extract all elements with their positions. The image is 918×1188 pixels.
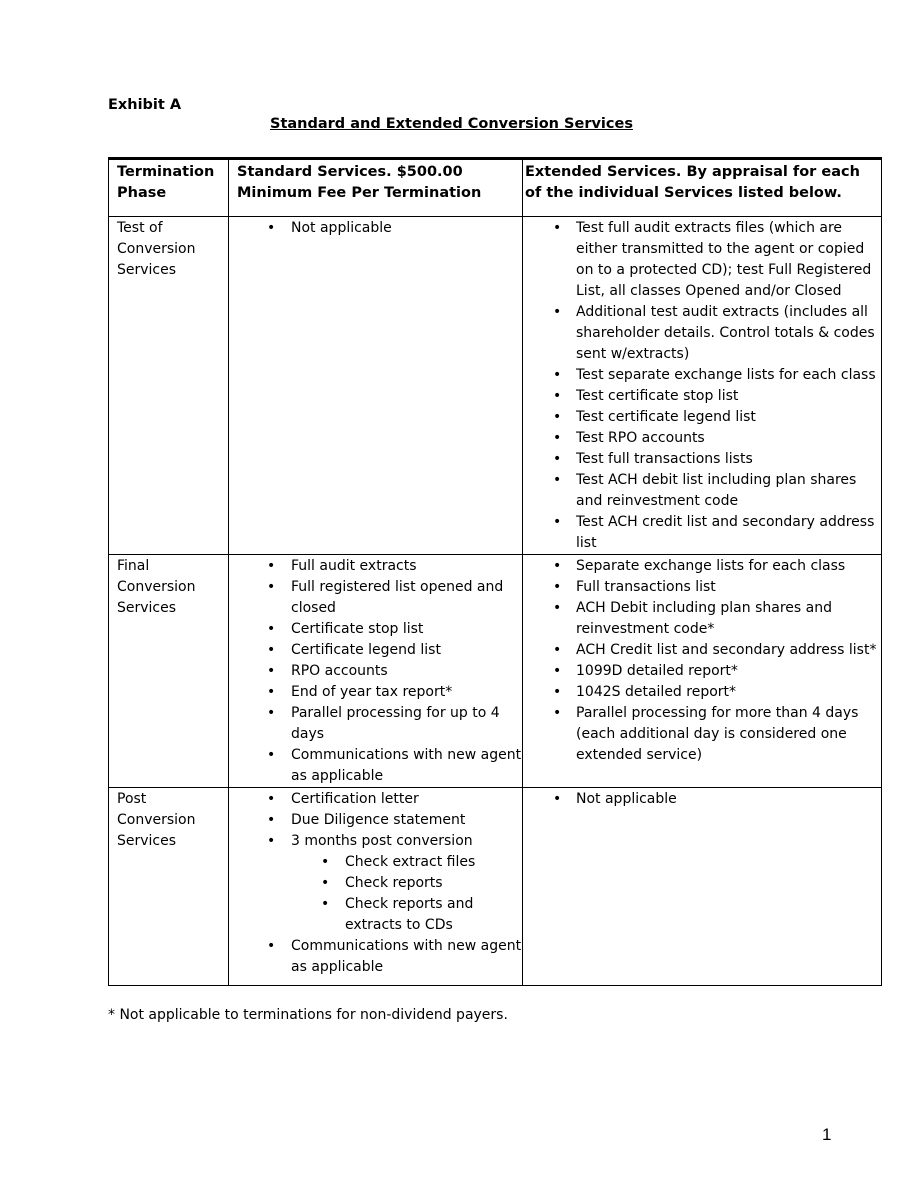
header-extended: Extended Services. By appraisal for each of the individual Services listed below. [523, 159, 882, 217]
bullet-list [237, 936, 522, 978]
bullet-list [237, 556, 522, 787]
extended-cell [523, 217, 882, 555]
phase-cell: Post Conversion Services [109, 788, 229, 986]
standard-cell [229, 788, 523, 986]
list-item: • 3 months post conversion [237, 831, 522, 852]
phase-cell: Test of Conversion Services [109, 217, 229, 555]
footnote: * Not applicable to terminations for non-dividend payers. [108, 1007, 508, 1023]
list-item: • Communications with new agent as applicable [237, 745, 522, 787]
list-item: • Full transactions list [531, 577, 881, 598]
header-standard: Standard Services. $500.00 Minimum Fee Per Termination [229, 159, 523, 217]
table-row [109, 555, 882, 788]
services-table [108, 157, 882, 986]
list-item: • Check reports [237, 873, 522, 894]
extended-cell [523, 555, 882, 788]
bullet-list [237, 218, 522, 239]
list-item: • Test ACH debit list including plan shares and reinvestment code [531, 470, 881, 512]
list-item: • Full audit extracts [237, 556, 522, 577]
list-item: • Not applicable [237, 218, 522, 239]
table-row [109, 217, 882, 555]
list-item: • Test full audit extracts files (which are either transmitted to the agent or copied on to a protected CD); test Full Registered List, all classes Opened and/or Closed [531, 218, 881, 302]
list-item: • Additional test audit extracts (includes all shareholder details. Control totals & codes sent w/extracts) [531, 302, 881, 365]
list-item: • Certificate stop list [237, 619, 522, 640]
document-title: Standard and Extended Conversion Services [270, 116, 633, 132]
list-item: • 1042S detailed report* [531, 682, 881, 703]
list-item: • Parallel processing for more than 4 days (each additional day is considered one extended service) [531, 703, 881, 766]
list-item: • Test ACH credit list and secondary address list [531, 512, 881, 554]
list-item: • End of year tax report* [237, 682, 522, 703]
bullet-list [237, 852, 522, 936]
list-item: • Test full transactions lists [531, 449, 881, 470]
list-item: • Communications with new agent as applicable [237, 936, 522, 978]
list-item: • Full registered list opened and closed [237, 577, 522, 619]
list-item: • Certificate legend list [237, 640, 522, 661]
list-item: • Separate exchange lists for each class [531, 556, 881, 577]
table-header-row [109, 159, 882, 217]
list-item: • Due Diligence statement [237, 810, 522, 831]
bullet-list [531, 789, 881, 810]
bullet-list [531, 218, 881, 554]
list-item: • 1099D detailed report* [531, 661, 881, 682]
list-item: • Parallel processing for up to 4 days [237, 703, 522, 745]
list-item: • Check extract files [237, 852, 522, 873]
page-number: 1 [822, 1125, 832, 1144]
extended-cell [523, 788, 882, 986]
standard-cell [229, 217, 523, 555]
list-item: • Test certificate legend list [531, 407, 881, 428]
list-item: • ACH Credit list and secondary address list* [531, 640, 881, 661]
list-item: • ACH Debit including plan shares and reinvestment code* [531, 598, 881, 640]
list-item: • Test certificate stop list [531, 386, 881, 407]
standard-cell [229, 555, 523, 788]
list-item: • Test separate exchange lists for each class [531, 365, 881, 386]
list-item: • RPO accounts [237, 661, 522, 682]
table-row [109, 788, 882, 986]
phase-cell: Final Conversion Services [109, 555, 229, 788]
exhibit-label: Exhibit A [108, 97, 182, 113]
list-item: • Not applicable [531, 789, 881, 810]
list-item: • Certification letter [237, 789, 522, 810]
list-item: • Test RPO accounts [531, 428, 881, 449]
header-phase: Termination Phase [109, 159, 229, 217]
bullet-list [531, 556, 881, 766]
bullet-list [237, 789, 522, 852]
list-item: • Check reports and extracts to CDs [237, 894, 522, 936]
